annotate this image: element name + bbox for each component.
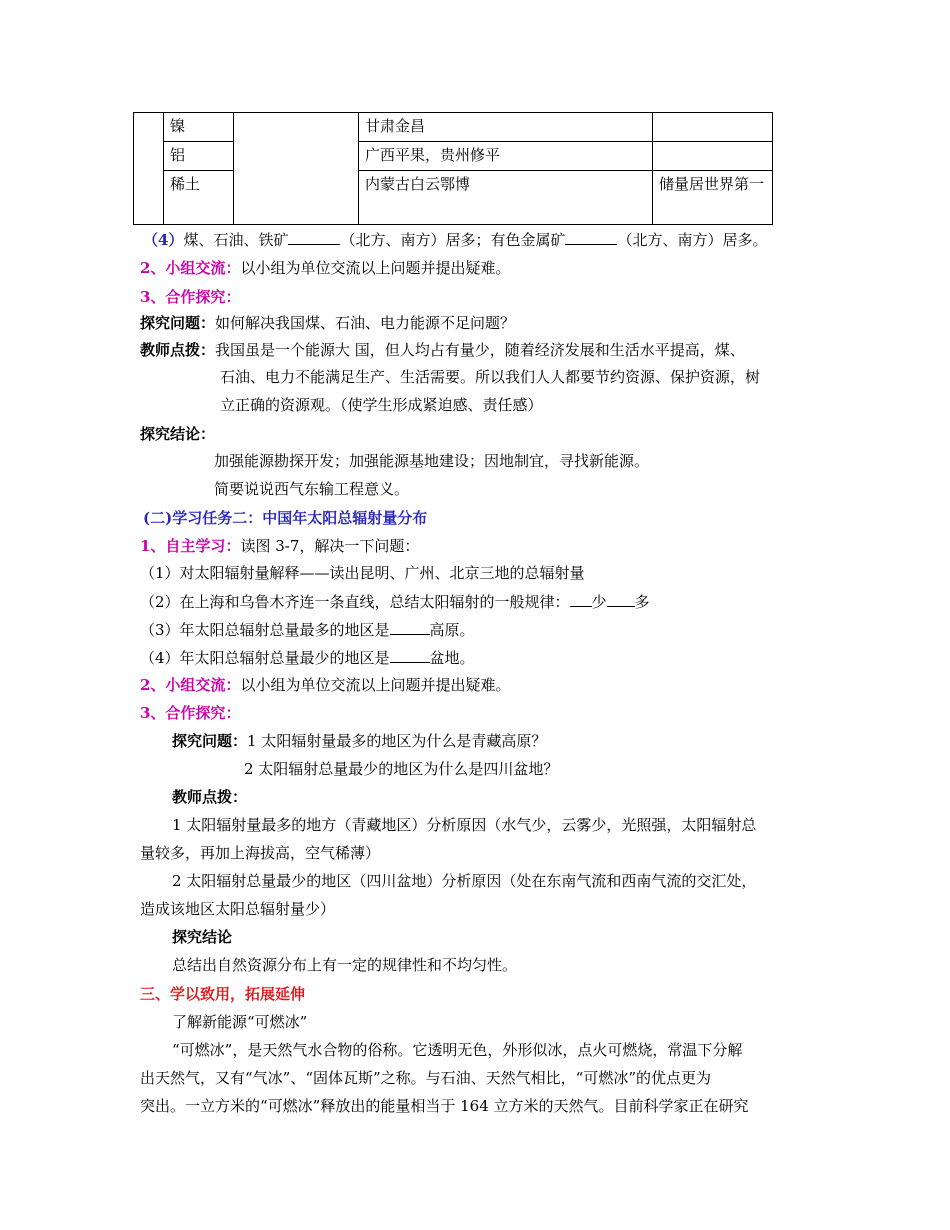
teacher-point-2-line-2: 造成该地区太阳总辐射量少） xyxy=(140,900,336,918)
question-4-line xyxy=(143,229,767,250)
section-3-subtitle: 了解新能源“可燃冰” xyxy=(172,1013,308,1031)
table-cell-note xyxy=(653,113,773,142)
paragraph-line-3: 突出。一立方米的“可燃冰”释放出的能量相当于 164 立方米的天然气。目前科学家正在研究 xyxy=(140,1097,749,1115)
group-exchange-line xyxy=(140,258,510,278)
inquiry-label: 探究问题： xyxy=(140,314,216,332)
table-cell-empty xyxy=(134,113,164,225)
conclusion-line-1: 加强能源勘探开发；加强能源基地建设；因地制宜，寻找新能源。 xyxy=(214,452,650,470)
table-cell-location: 甘肃金昌 xyxy=(359,113,653,142)
table-cell-note: 储量居世界第一 xyxy=(653,171,773,225)
section-label: 2、小组交流： xyxy=(140,259,241,277)
answer-blank xyxy=(390,619,430,635)
table-row xyxy=(134,142,773,171)
section-3-title: 三、学以致用，拓展延伸 xyxy=(140,985,306,1003)
answer-blank xyxy=(565,229,617,245)
question-text: （北方、南方）居多。 xyxy=(617,231,768,249)
paragraph-line-2: 出天然气，又有“气冰”、“固体瓦斯”之称。与石油、天然气相比，“可燃冰”的优点更为 xyxy=(140,1069,712,1087)
answer-blank xyxy=(390,647,430,663)
conclusion-line-2: 简要说说西气东输工程意义。 xyxy=(214,480,410,498)
teacher-point-1-line-2: 量较多，再加上海拔高，空气稀薄） xyxy=(140,844,381,862)
section-text: 以小组为单位交流以上问题并提出疑难。 xyxy=(240,259,511,277)
cooperative-inquiry-heading-2: 3、合作探究： xyxy=(140,704,241,722)
table-cell-location: 内蒙古白云鄂博 xyxy=(359,171,653,225)
cooperative-inquiry-heading: 3、合作探究： xyxy=(140,288,241,306)
question-text: （北方、南方）居多；有色金属矿 xyxy=(340,231,566,249)
task2-question-4: （4）年太阳总辐射总量最少的地区是 盆地。 xyxy=(140,649,475,667)
self-study-line: 1、自主学习：读图 3-7，解决一下问题： xyxy=(140,537,420,555)
table-row xyxy=(134,113,773,142)
teacher-point-2-line-1: 2 太阳辐射总量最少的地区（四川盆地）分析原因（处在东南气流和西南气流的交汇处， xyxy=(172,872,757,890)
inquiry-question-2-2: 2 太阳辐射总量最少的地区为什么是四川盆地？ xyxy=(244,760,559,778)
question-text: 煤、石油、铁矿 xyxy=(183,231,289,249)
table-cell-mineral: 铝 xyxy=(164,142,234,171)
task2-question-1: （1）对太阳辐射量解释——读出昆明、广州、北京三地的总辐射量 xyxy=(140,564,585,582)
teacher-guidance-line-2: 石油、电力不能满足生产、生活需要。所以我们人人都要节约资源、保护资源，树 xyxy=(220,368,761,386)
teacher-label: 教师点拨： xyxy=(140,341,216,359)
answer-blank xyxy=(288,229,340,245)
inquiry-question-2-1: 探究问题：1 太阳辐射量最多的地区为什么是青藏高原？ xyxy=(172,732,547,750)
task2-question-3: （3）年太阳总辐射总量最多的地区是 高原。 xyxy=(140,621,475,639)
task2-question-2: （2）在上海和乌鲁木齐连一条直线，总结太阳辐射的一般规律： 少 多 xyxy=(140,593,650,611)
table-cell-note xyxy=(653,142,773,171)
answer-blank xyxy=(570,591,592,607)
teacher-guidance-line-3: 立正确的资源观。（使学生形成紧迫感、责任感） xyxy=(220,396,543,414)
conclusion-text-2: 总结出自然资源分布上有一定的规律性和不均匀性。 xyxy=(172,956,518,974)
mineral-resource-table xyxy=(133,112,773,225)
inquiry-text: 如何解决我国煤、石油、电力能源不足问题？ xyxy=(215,314,516,332)
table-cell-empty xyxy=(234,113,359,225)
table-row xyxy=(134,171,773,225)
question-number: （4） xyxy=(143,231,184,249)
table-cell-mineral: 镍 xyxy=(164,113,234,142)
group-exchange-line-2: 2、小组交流：以小组为单位交流以上问题并提出疑难。 xyxy=(140,676,511,694)
inquiry-question-line xyxy=(140,313,515,333)
task2-title: (二)学习任务二：中国年太阳总辐射量分布 xyxy=(143,509,428,527)
paragraph-line-1: “可燃冰”，是天然气水合物的俗称。它透明无色，外形似冰，点火可燃烧，常温下分解 xyxy=(172,1041,743,1059)
teacher-guidance-line-1: 教师点拨：我国虽是一个能源大 国，但人均占有量少，随着经济发展和生活水平提高，煤、 xyxy=(140,341,745,359)
teacher-label-2: 教师点拨： xyxy=(172,788,248,806)
conclusion-label-2: 探究结论 xyxy=(172,928,233,946)
teacher-point-1-line-1: 1 太阳辐射量最多的地方（青藏地区）分析原因（水气少，云雾少，光照强，太阳辐射总 xyxy=(172,816,757,834)
answer-blank xyxy=(607,591,635,607)
conclusion-label: 探究结论： xyxy=(140,425,216,443)
table-cell-location: 广西平果，贵州修平 xyxy=(359,142,653,171)
table-cell-mineral: 稀土 xyxy=(164,171,234,225)
